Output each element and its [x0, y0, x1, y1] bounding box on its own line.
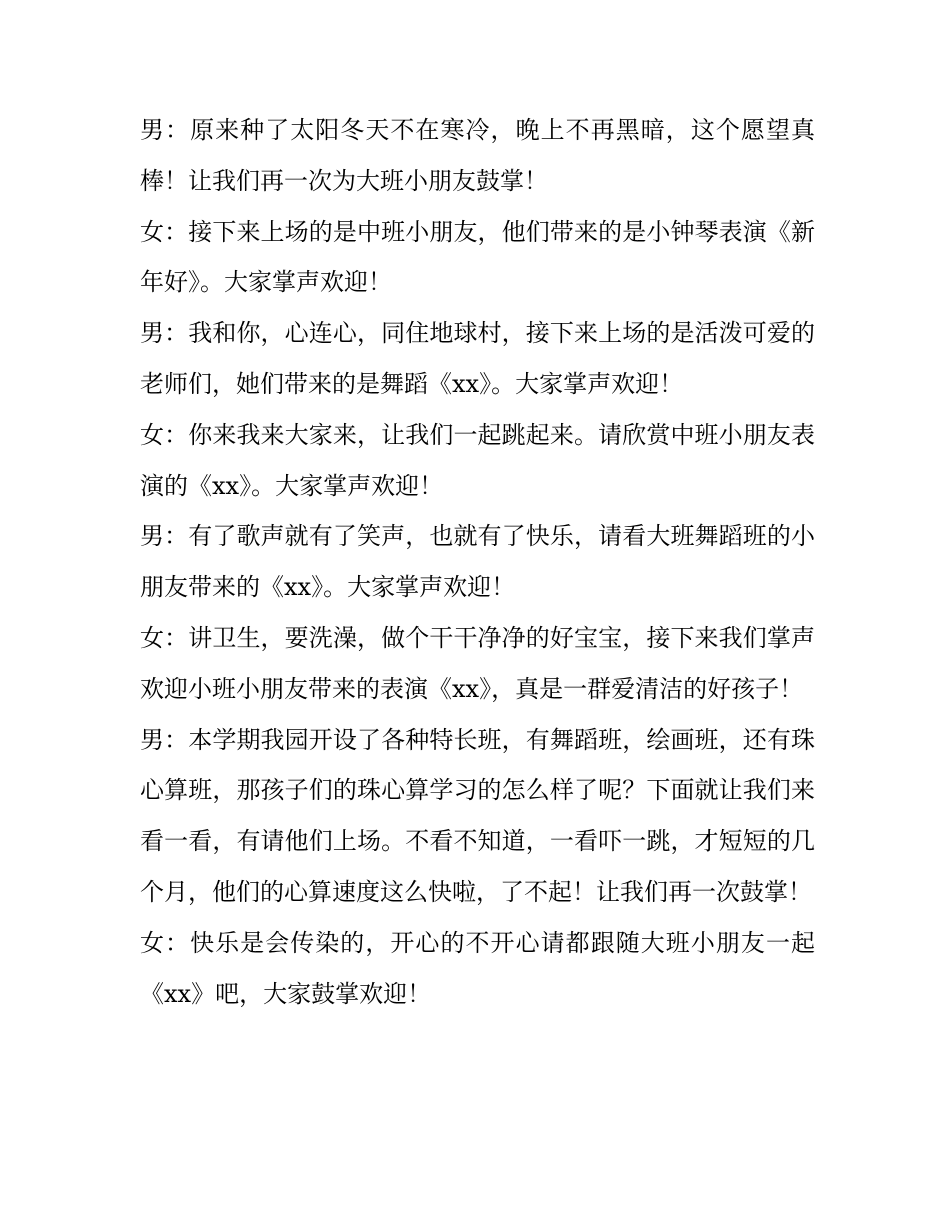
document-body — [140, 105, 815, 1019]
paragraph: 女：快乐是会传染的，开心的不开心请都跟随大班小朋友一起《xx》吧，大家鼓掌欢迎！ — [140, 928, 815, 1008]
paragraph: 男：我和你，心连心，同住地球村，接下来上场的是活泼可爱的老师们，她们带来的是舞蹈《xx》。大家掌声欢迎！ — [140, 319, 815, 398]
paragraph: 女：讲卫生，要洗澡，做个干干净净的好宝宝，接下来我们掌声欢迎小班小朋友带来的表演《xx》，真是一群爱清洁的好孩子！ — [140, 623, 815, 703]
paragraph: 男：本学期我园开设了各种特长班，有舞蹈班，绘画班，还有珠心算班，那孩子们的珠心算学习的怎么样了呢？下面就让我们来看一看，有请他们上场。不看不知道，一看吓一跳，才短短的几个月，他们的心算速度这么快啦，了不起！让我们再一次鼓掌！ — [140, 725, 815, 906]
paragraph: 男：原来种了太阳冬天不在寒冷，晚上不再黑暗，这个愿望真棒！让我们再一次为大班小朋友鼓掌！ — [140, 116, 815, 195]
paragraph: 女：你来我来大家来，让我们一起跳起来。请欣赏中班小朋友表演的《xx》。大家掌声欢迎！ — [140, 420, 815, 500]
paragraph: 女：接下来上场的是中班小朋友，他们带来的是小钟琴表演《新年好》。大家掌声欢迎！ — [140, 217, 815, 297]
paragraph: 男：有了歌声就有了笑声，也就有了快乐，请看大班舞蹈班的小朋友带来的《xx》。大家掌声欢迎！ — [140, 522, 815, 602]
